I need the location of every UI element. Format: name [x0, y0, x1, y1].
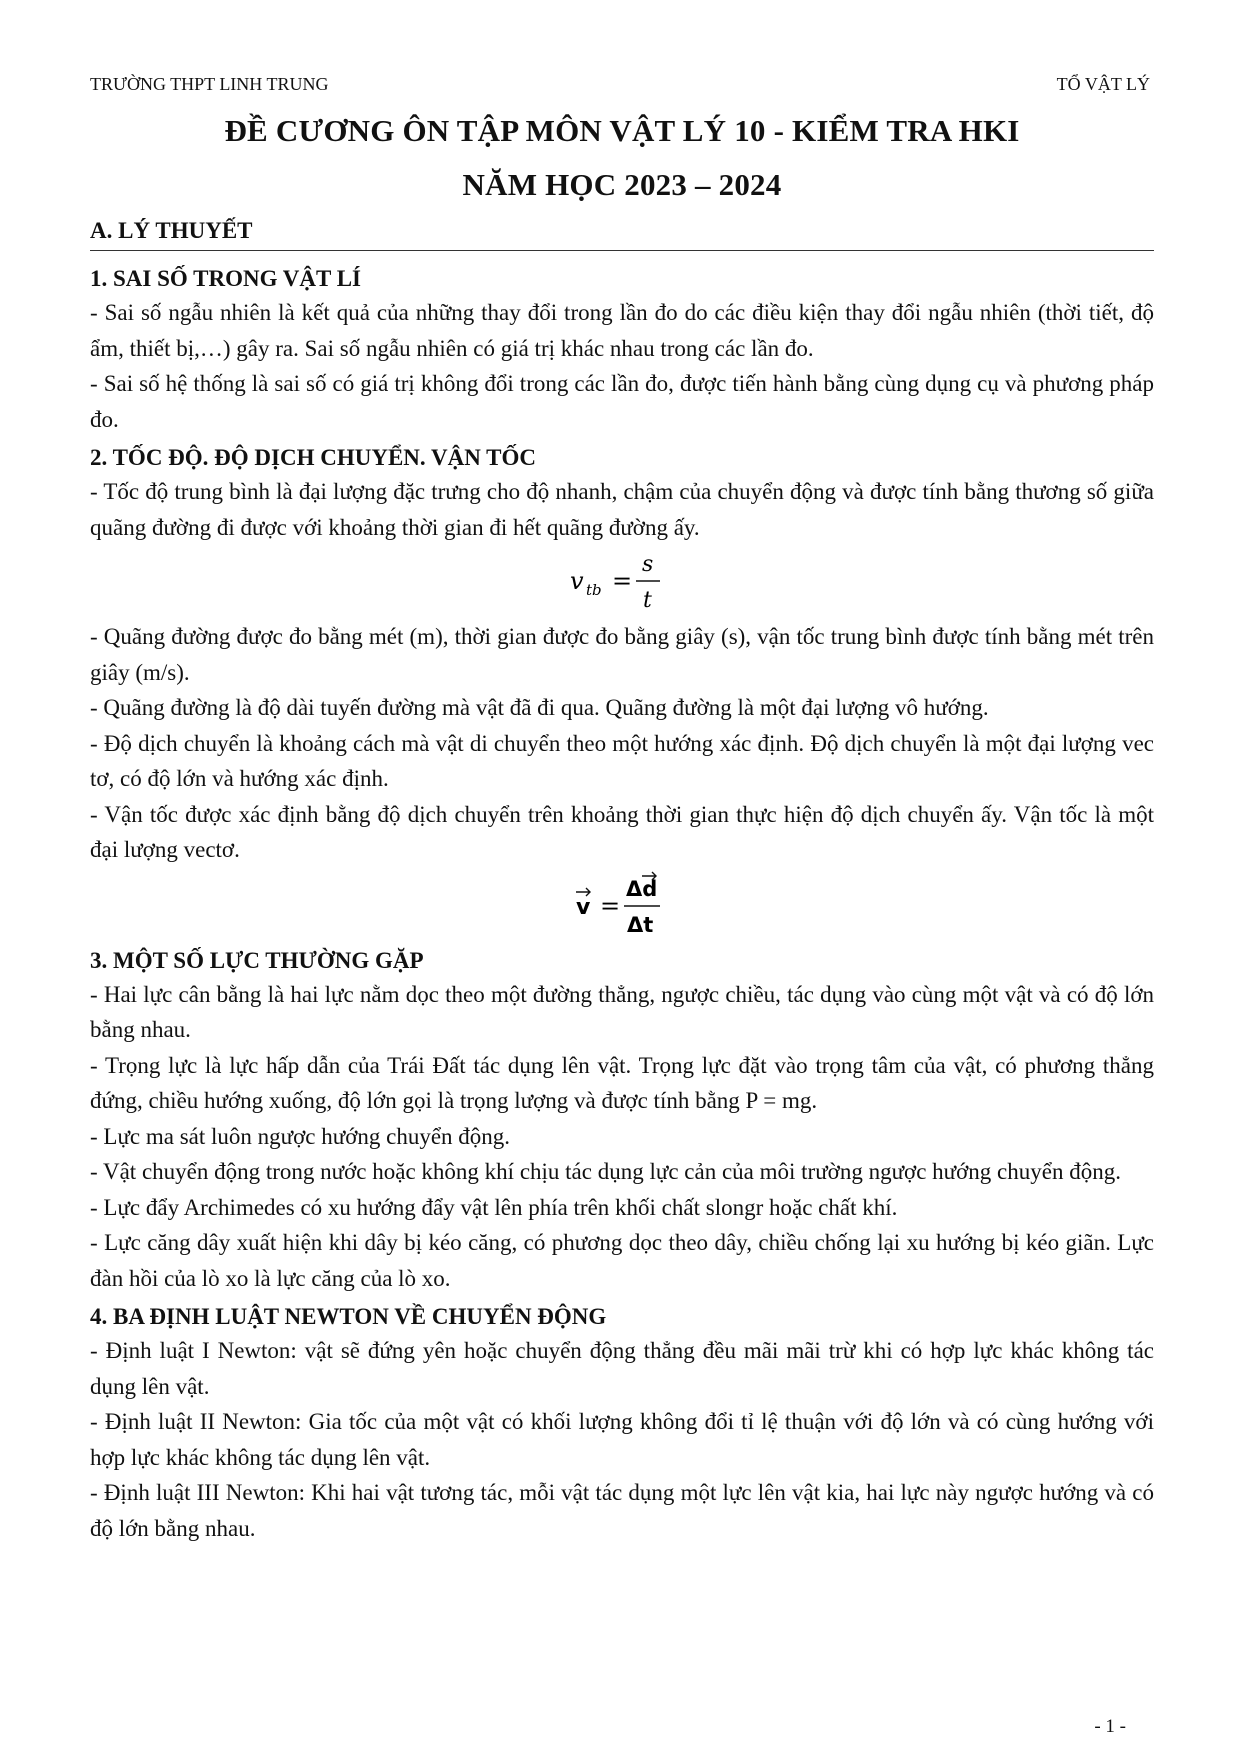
formula-numerator: s: [642, 552, 654, 577]
paragraph: - Quãng đường là độ dài tuyến đường mà vật đã đi qua. Quãng đường là một đại lượng vô hướng.: [90, 695, 989, 720]
topic-heading: 3. MỘT SỐ LỰC THƯỜNG GẶP: [90, 947, 424, 973]
paragraph: - Độ dịch chuyển là khoảng cách mà vật di chuyển theo một hướng xác định. Độ dịch chuyển là một đại lượng vec tơ, có độ lớn và hướng xác định.: [90, 730, 1154, 791]
paragraph: - Tốc độ trung bình là đại lượng đặc trưng cho độ nhanh, chậm của chuyển động và được tính bằng thương số giữa quãng đường đi được với khoảng thời gian đi hết quãng đường ấy.: [90, 479, 1154, 540]
formula-denominator: Δt: [627, 912, 654, 937]
formula-svg-1: [562, 547, 682, 617]
paragraph: - Lực ma sát luôn ngược hướng chuyển động.: [90, 1123, 511, 1149]
paragraph: - Vận tốc được xác định bằng độ dịch chuyển trên khoảng thời gian thực hiện độ dịch chuyển ấy. Vận tốc là một đại lượng vectơ.: [90, 801, 1154, 862]
page-header: [90, 74, 1154, 100]
school-name: TRƯỜNG THPT LINH TRUNG: [90, 74, 329, 94]
paragraph: - Hai lực cân bằng là hai lực nằm dọc theo một đường thẳng, ngược chiều, tác dụng vào cùng một vật và có độ lớn bằng nhau.: [90, 981, 1154, 1042]
formula-svg-2: [562, 870, 682, 944]
formula-lhs: v: [576, 894, 591, 920]
section-heading-theory: A. LÝ THUYẾT: [90, 218, 1154, 251]
paragraph: - Lực căng dây xuất hiện khi dây bị kéo căng, có phương dọc theo dây, chiều chống lại xu hướng bị kéo giãn. Lực đàn hồi của lò xo là lực căng của lò xo.: [90, 1230, 1154, 1291]
average-speed-formula: [90, 547, 1154, 617]
paragraph: - Định luật II Newton: Gia tốc của một vật có khối lượng không đổi tỉ lệ thuận với độ lớn và có cùng hướng với hợp lực khác không tác dụng lên vật.: [90, 1409, 1154, 1470]
velocity-formula: [90, 870, 1154, 940]
formula-numerator: Δd: [626, 876, 658, 901]
formula-denominator: t: [643, 588, 652, 613]
topic-heading: 1. SAI SỐ TRONG VẬT LÍ: [90, 266, 361, 291]
paragraph: - Lực đẩy Archimedes có xu hướng đẩy vật lên phía trên khối chất slongr hoặc chất khí.: [90, 1194, 898, 1220]
paragraph: - Trọng lực là lực hấp dẫn của Trái Đất tác dụng lên vật. Trọng lực đặt vào trọng tâm của vật, có phương thẳng đứng, chiều hướng xuống, độ lớn gọi là trọng lượng và được tính bằng P = mg.: [90, 1052, 1154, 1113]
document-page: [90, 0, 1154, 1754]
document-title: ĐỀ CƯƠNG ÔN TẬP MÔN VẬT LÝ 10 - KIỂM TRA HKI: [224, 113, 1020, 148]
paragraph: - Định luật I Newton: vật sẽ đứng yên hoặc chuyển động thẳng đều mãi mãi trừ khi có hợp lực khác không tác dụng lên vật.: [90, 1338, 1154, 1399]
paragraph: - Định luật III Newton: Khi hai vật tương tác, mỗi vật tác dụng một lực lên vật kia, hai lực này ngược hướng và có độ lớn bằng nhau.: [90, 1480, 1154, 1541]
paragraph: - Sai số hệ thống là sai số có giá trị không đổi trong các lần đo, được tiến hành bằng cùng dụng cụ và phương pháp đo.: [90, 371, 1154, 432]
topic-heading: 4. BA ĐỊNH LUẬT NEWTON VỀ CHUYỂN ĐỘNG: [90, 1304, 607, 1329]
formula-equals: =: [600, 891, 621, 920]
page-number: - 1 -: [1094, 1716, 1126, 1737]
paragraph: - Vật chuyển động trong nước hoặc không khí chịu tác dụng lực cản của môi trường ngược hướng chuyển động.: [90, 1159, 1121, 1184]
paragraph: - Sai số ngẫu nhiên là kết quả của những thay đổi trong lần đo do các điều kiện thay đổi ngẫu nhiên (thời tiết, độ ẩm, thiết bị,…) gây ra. Sai số ngẫu nhiên có giá trị khác nhau trong các lần đo.: [90, 300, 1154, 361]
paragraph: - Quãng đường được đo bằng mét (m), thời gian được đo bằng giây (s), vận tốc trung bình được tính bằng mét trên giây (m/s).: [90, 624, 1154, 685]
formula-subscript: tb: [586, 581, 602, 599]
formula-equals: =: [612, 567, 633, 595]
department-name: TỔ VẬT LÝ: [1056, 74, 1150, 94]
school-year: NĂM HỌC 2023 – 2024: [462, 167, 782, 202]
document-body: [90, 258, 1154, 1546]
topic-heading: 2. TỐC ĐỘ. ĐỘ DỊCH CHUYỂN. VẬN TỐC: [90, 445, 536, 470]
formula-lhs: v: [570, 567, 584, 595]
